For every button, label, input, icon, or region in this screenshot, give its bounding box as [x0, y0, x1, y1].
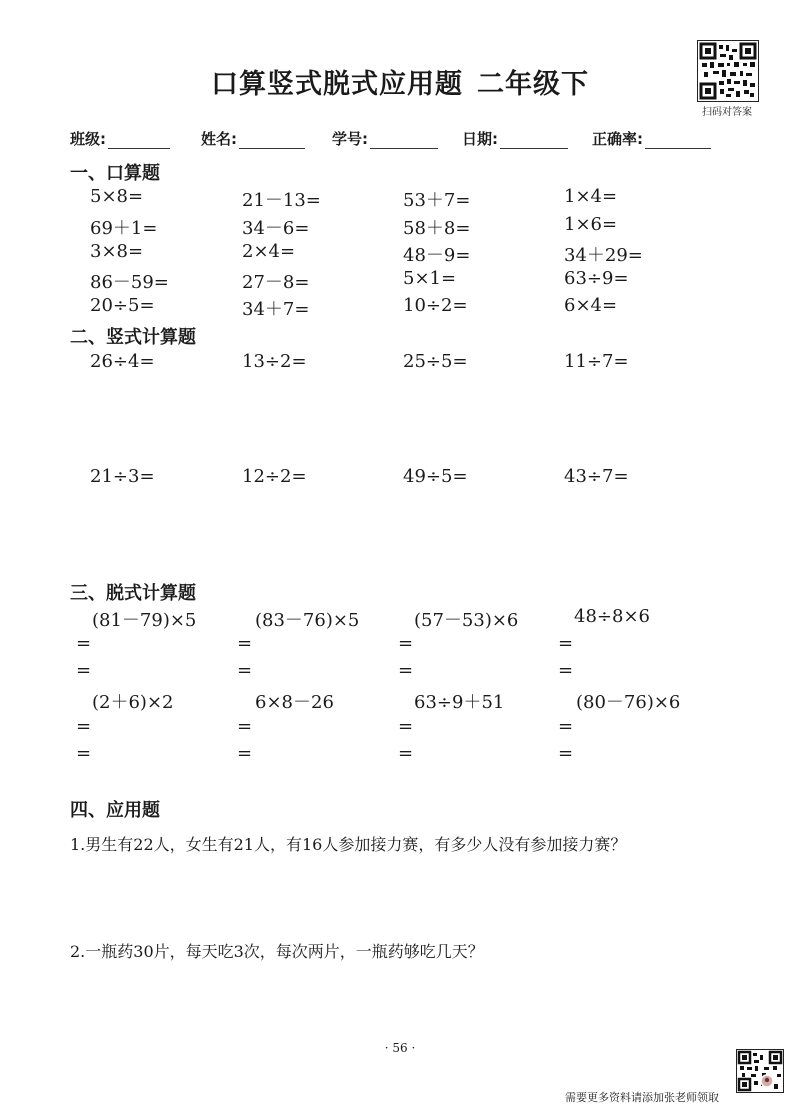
- oral-item: 53＋7=: [403, 190, 471, 211]
- title-grade: 二年级下: [477, 69, 589, 100]
- vertical-item: 25÷5=: [403, 351, 468, 372]
- oral-item: 1×6=: [564, 214, 618, 235]
- section-heading-word-problems: 四、应用题: [70, 800, 160, 821]
- vertical-item: 21÷3=: [90, 466, 155, 487]
- vertical-item: 12÷2=: [242, 466, 307, 487]
- name-blank[interactable]: [239, 134, 305, 149]
- section-heading-steps: 三、脱式计算题: [70, 583, 196, 604]
- qr-code-icon: [736, 1049, 784, 1093]
- step-equals: =: [558, 633, 574, 654]
- vertical-item: 13÷2=: [242, 351, 307, 372]
- oral-item: 2×4=: [242, 241, 296, 262]
- step-expression: (83－76)×5: [255, 610, 360, 631]
- class-label: 班级:: [70, 130, 106, 148]
- step-equals: =: [76, 716, 92, 737]
- oral-item: 6×4=: [564, 295, 618, 316]
- title-main: 口算竖式脱式应用题: [211, 69, 463, 100]
- number-blank[interactable]: [370, 134, 438, 149]
- oral-item: 48－9=: [403, 245, 471, 266]
- oral-item: 5×8=: [90, 186, 144, 207]
- step-expression: (2＋6)×2: [92, 692, 174, 713]
- oral-item: 3×8=: [90, 241, 144, 262]
- step-expression: (80－76)×6: [576, 692, 681, 713]
- date-label: 日期:: [462, 130, 498, 148]
- vertical-item: 26÷4=: [90, 351, 155, 372]
- date-blank[interactable]: [500, 134, 568, 149]
- oral-item: 34＋29=: [564, 245, 643, 266]
- number-label: 学号:: [332, 130, 368, 148]
- word-problem: 1.男生有22人，女生有21人，有16人参加接力赛，有多少人没有参加接力赛？: [70, 835, 627, 854]
- step-expression: 6×8－26: [255, 692, 334, 713]
- step-equals: =: [398, 716, 414, 737]
- step-expression: (57－53)×6: [414, 610, 519, 631]
- name-label: 姓名:: [201, 130, 237, 148]
- step-equals: =: [398, 743, 414, 764]
- step-equals: =: [237, 743, 253, 764]
- oral-item: 34－6=: [242, 218, 310, 239]
- qr-caption: 扫码对答案: [702, 107, 752, 118]
- oral-item: 69＋1=: [90, 218, 158, 239]
- step-equals: =: [76, 633, 92, 654]
- class-blank[interactable]: [108, 134, 170, 149]
- footer-note: 需要更多资料请添加张老师领取: [565, 1091, 719, 1104]
- page-number: · 56 ·: [384, 1041, 416, 1055]
- oral-item: 20÷5=: [90, 295, 155, 316]
- step-equals: =: [237, 633, 253, 654]
- oral-item: 5×1=: [403, 268, 457, 289]
- oral-item: 27－8=: [242, 272, 310, 293]
- section-heading-oral: 一、口算题: [70, 163, 160, 184]
- oral-item: 34＋7=: [242, 299, 310, 320]
- step-expression: 48÷8×6: [574, 606, 650, 627]
- step-equals: =: [558, 716, 574, 737]
- date-field[interactable]: [462, 128, 568, 149]
- oral-item: 58＋8=: [403, 218, 471, 239]
- word-problem: 2.一瓶药30片，每天吃3次，每次两片，一瓶药够吃几天？: [70, 942, 484, 961]
- step-equals: =: [237, 716, 253, 737]
- oral-item: 1×4=: [564, 186, 618, 207]
- class-field[interactable]: [70, 128, 170, 149]
- oral-item: 21－13=: [242, 190, 321, 211]
- step-equals: =: [237, 660, 253, 681]
- step-expression: 63÷9＋51: [414, 692, 505, 713]
- step-equals: =: [398, 633, 414, 654]
- step-equals: =: [558, 743, 574, 764]
- vertical-item: 11÷7=: [564, 351, 629, 372]
- section-heading-vertical: 二、竖式计算题: [70, 327, 196, 348]
- step-equals: =: [76, 660, 92, 681]
- step-equals: =: [76, 743, 92, 764]
- step-expression: (81－79)×5: [92, 610, 197, 631]
- step-equals: =: [398, 660, 414, 681]
- accuracy-blank[interactable]: [645, 134, 711, 149]
- name-field[interactable]: [201, 128, 305, 149]
- oral-item: 86－59=: [90, 272, 169, 293]
- accuracy-field[interactable]: [592, 128, 711, 149]
- accuracy-label: 正确率:: [592, 130, 643, 148]
- page-title: [0, 62, 800, 101]
- step-equals: =: [558, 660, 574, 681]
- oral-item: 10÷2=: [403, 295, 468, 316]
- qr-code-icon: [697, 40, 759, 102]
- vertical-item: 43÷7=: [564, 466, 629, 487]
- vertical-item: 49÷5=: [403, 466, 468, 487]
- oral-item: 63÷9=: [564, 268, 629, 289]
- number-field[interactable]: [332, 128, 438, 149]
